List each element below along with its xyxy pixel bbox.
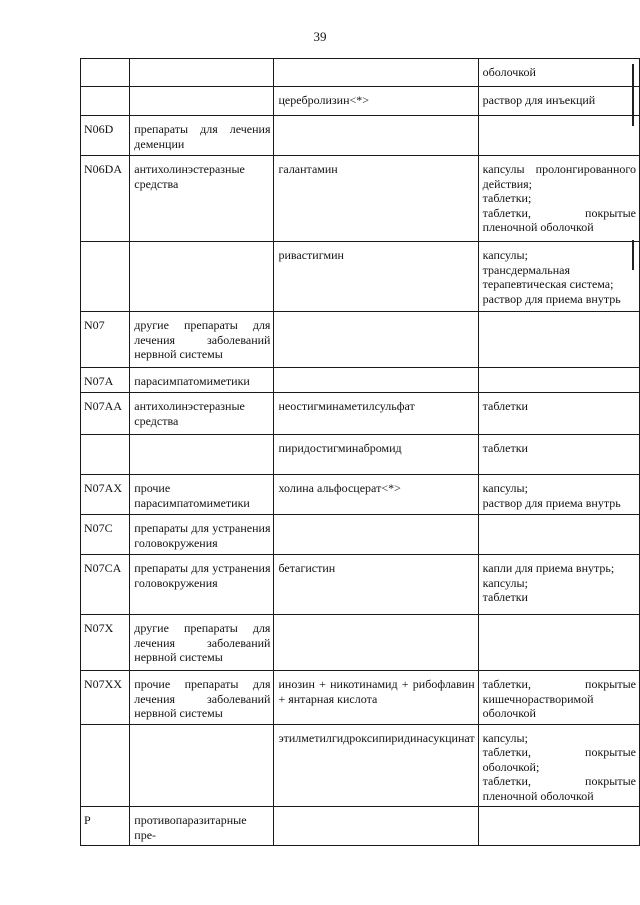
table-row xyxy=(81,515,640,555)
cell-group xyxy=(130,724,274,807)
cell-form: оболочкой xyxy=(478,59,639,87)
cell-drug: бетагистин xyxy=(274,555,478,615)
cell-drug: инозин + никотинамид + рибофлавин + янтарная кислота xyxy=(274,671,478,725)
cell-drug xyxy=(274,807,478,846)
cell-form xyxy=(478,807,639,846)
cell-drug xyxy=(274,59,478,87)
table-row xyxy=(81,615,640,671)
cell-drug xyxy=(274,116,478,156)
cell-code: N06D xyxy=(81,116,130,156)
page-number: 39 xyxy=(313,29,327,44)
cell-code: N07X xyxy=(81,615,130,671)
table-row xyxy=(81,116,640,156)
cell-form: капли для приема внутрь; капсулы; таблетки xyxy=(478,555,639,615)
cell-code xyxy=(81,87,130,116)
cell-group: антихолинэстеразные средства xyxy=(130,393,274,435)
cell-group xyxy=(130,59,274,87)
cell-drug xyxy=(274,615,478,671)
cell-code: N07XX xyxy=(81,671,130,725)
table-row xyxy=(81,393,640,435)
cell-drug: неостигминаметилсульфат xyxy=(274,393,478,435)
cell-group: другие препараты для лечения заболеваний нервной системы xyxy=(130,615,274,671)
table-row xyxy=(81,724,640,807)
table-row xyxy=(81,475,640,515)
cell-code: N07 xyxy=(81,312,130,368)
cell-group xyxy=(130,435,274,475)
table-row xyxy=(81,555,640,615)
cell-drug: холина альфосцерат<*> xyxy=(274,475,478,515)
cell-code: N07A xyxy=(81,368,130,393)
table-row xyxy=(81,368,640,393)
cell-drug xyxy=(274,515,478,555)
cell-group: препараты для устранения головокружения xyxy=(130,515,274,555)
cell-code: N07C xyxy=(81,515,130,555)
cell-drug xyxy=(274,312,478,368)
cell-group: противопаразитарные пре- xyxy=(130,807,274,846)
cell-drug: этилметилгидроксипиридинасукцинат xyxy=(274,724,478,807)
drug-table xyxy=(80,58,640,846)
cell-form xyxy=(478,312,639,368)
cell-code: N07CA xyxy=(81,555,130,615)
cell-drug: галантамин xyxy=(274,156,478,242)
cell-group xyxy=(130,242,274,312)
cell-form xyxy=(478,116,639,156)
cell-drug: церебролизин<*> xyxy=(274,87,478,116)
table-row xyxy=(81,59,640,87)
table-row xyxy=(81,435,640,475)
cell-form: таблетки, покрытые кишечнорастворимой оболочкой xyxy=(478,671,639,725)
cell-group: прочие препараты для лечения заболеваний нервной системы xyxy=(130,671,274,725)
cell-group: другие препараты для лечения заболеваний нервной системы xyxy=(130,312,274,368)
cell-group: препараты для устранения головокружения xyxy=(130,555,274,615)
cell-drug xyxy=(274,368,478,393)
table-row xyxy=(81,156,640,242)
cell-form: таблетки xyxy=(478,435,639,475)
cell-form xyxy=(478,515,639,555)
cell-form: таблетки xyxy=(478,393,639,435)
cell-code xyxy=(81,724,130,807)
cell-code: N06DA xyxy=(81,156,130,242)
cell-form: капсулы; таблетки, покрытые оболочкой; таблетки, покрытые пленочной оболочкой xyxy=(478,724,639,807)
cell-group: парасимпатомиметики xyxy=(130,368,274,393)
cell-drug: пиридостигминабромид xyxy=(274,435,478,475)
cell-code xyxy=(81,435,130,475)
table-row xyxy=(81,312,640,368)
cell-code: P xyxy=(81,807,130,846)
cell-group: препараты для лечения деменции xyxy=(130,116,274,156)
cell-form xyxy=(478,615,639,671)
cell-code: N07AX xyxy=(81,475,130,515)
table-row xyxy=(81,242,640,312)
cell-form xyxy=(478,368,639,393)
cell-group: прочие парасимпатомиметики xyxy=(130,475,274,515)
cell-code: N07AA xyxy=(81,393,130,435)
cell-form: капсулы пролонгированного действия; таблетки; таблетки, покрытые пленочной оболочкой xyxy=(478,156,639,242)
cell-form: капсулы; трансдермальная терапевтическая система; раствор для приема внутрь xyxy=(478,242,639,312)
cell-form: раствор для инъекций xyxy=(478,87,639,116)
table-row xyxy=(81,671,640,725)
cell-code xyxy=(81,242,130,312)
cell-form: капсулы; раствор для приема внутрь xyxy=(478,475,639,515)
table-row xyxy=(81,87,640,116)
table-row xyxy=(81,807,640,846)
cell-drug: ривастигмин xyxy=(274,242,478,312)
cell-group: антихолинэстеразные средства xyxy=(130,156,274,242)
cell-group xyxy=(130,87,274,116)
cell-code xyxy=(81,59,130,87)
